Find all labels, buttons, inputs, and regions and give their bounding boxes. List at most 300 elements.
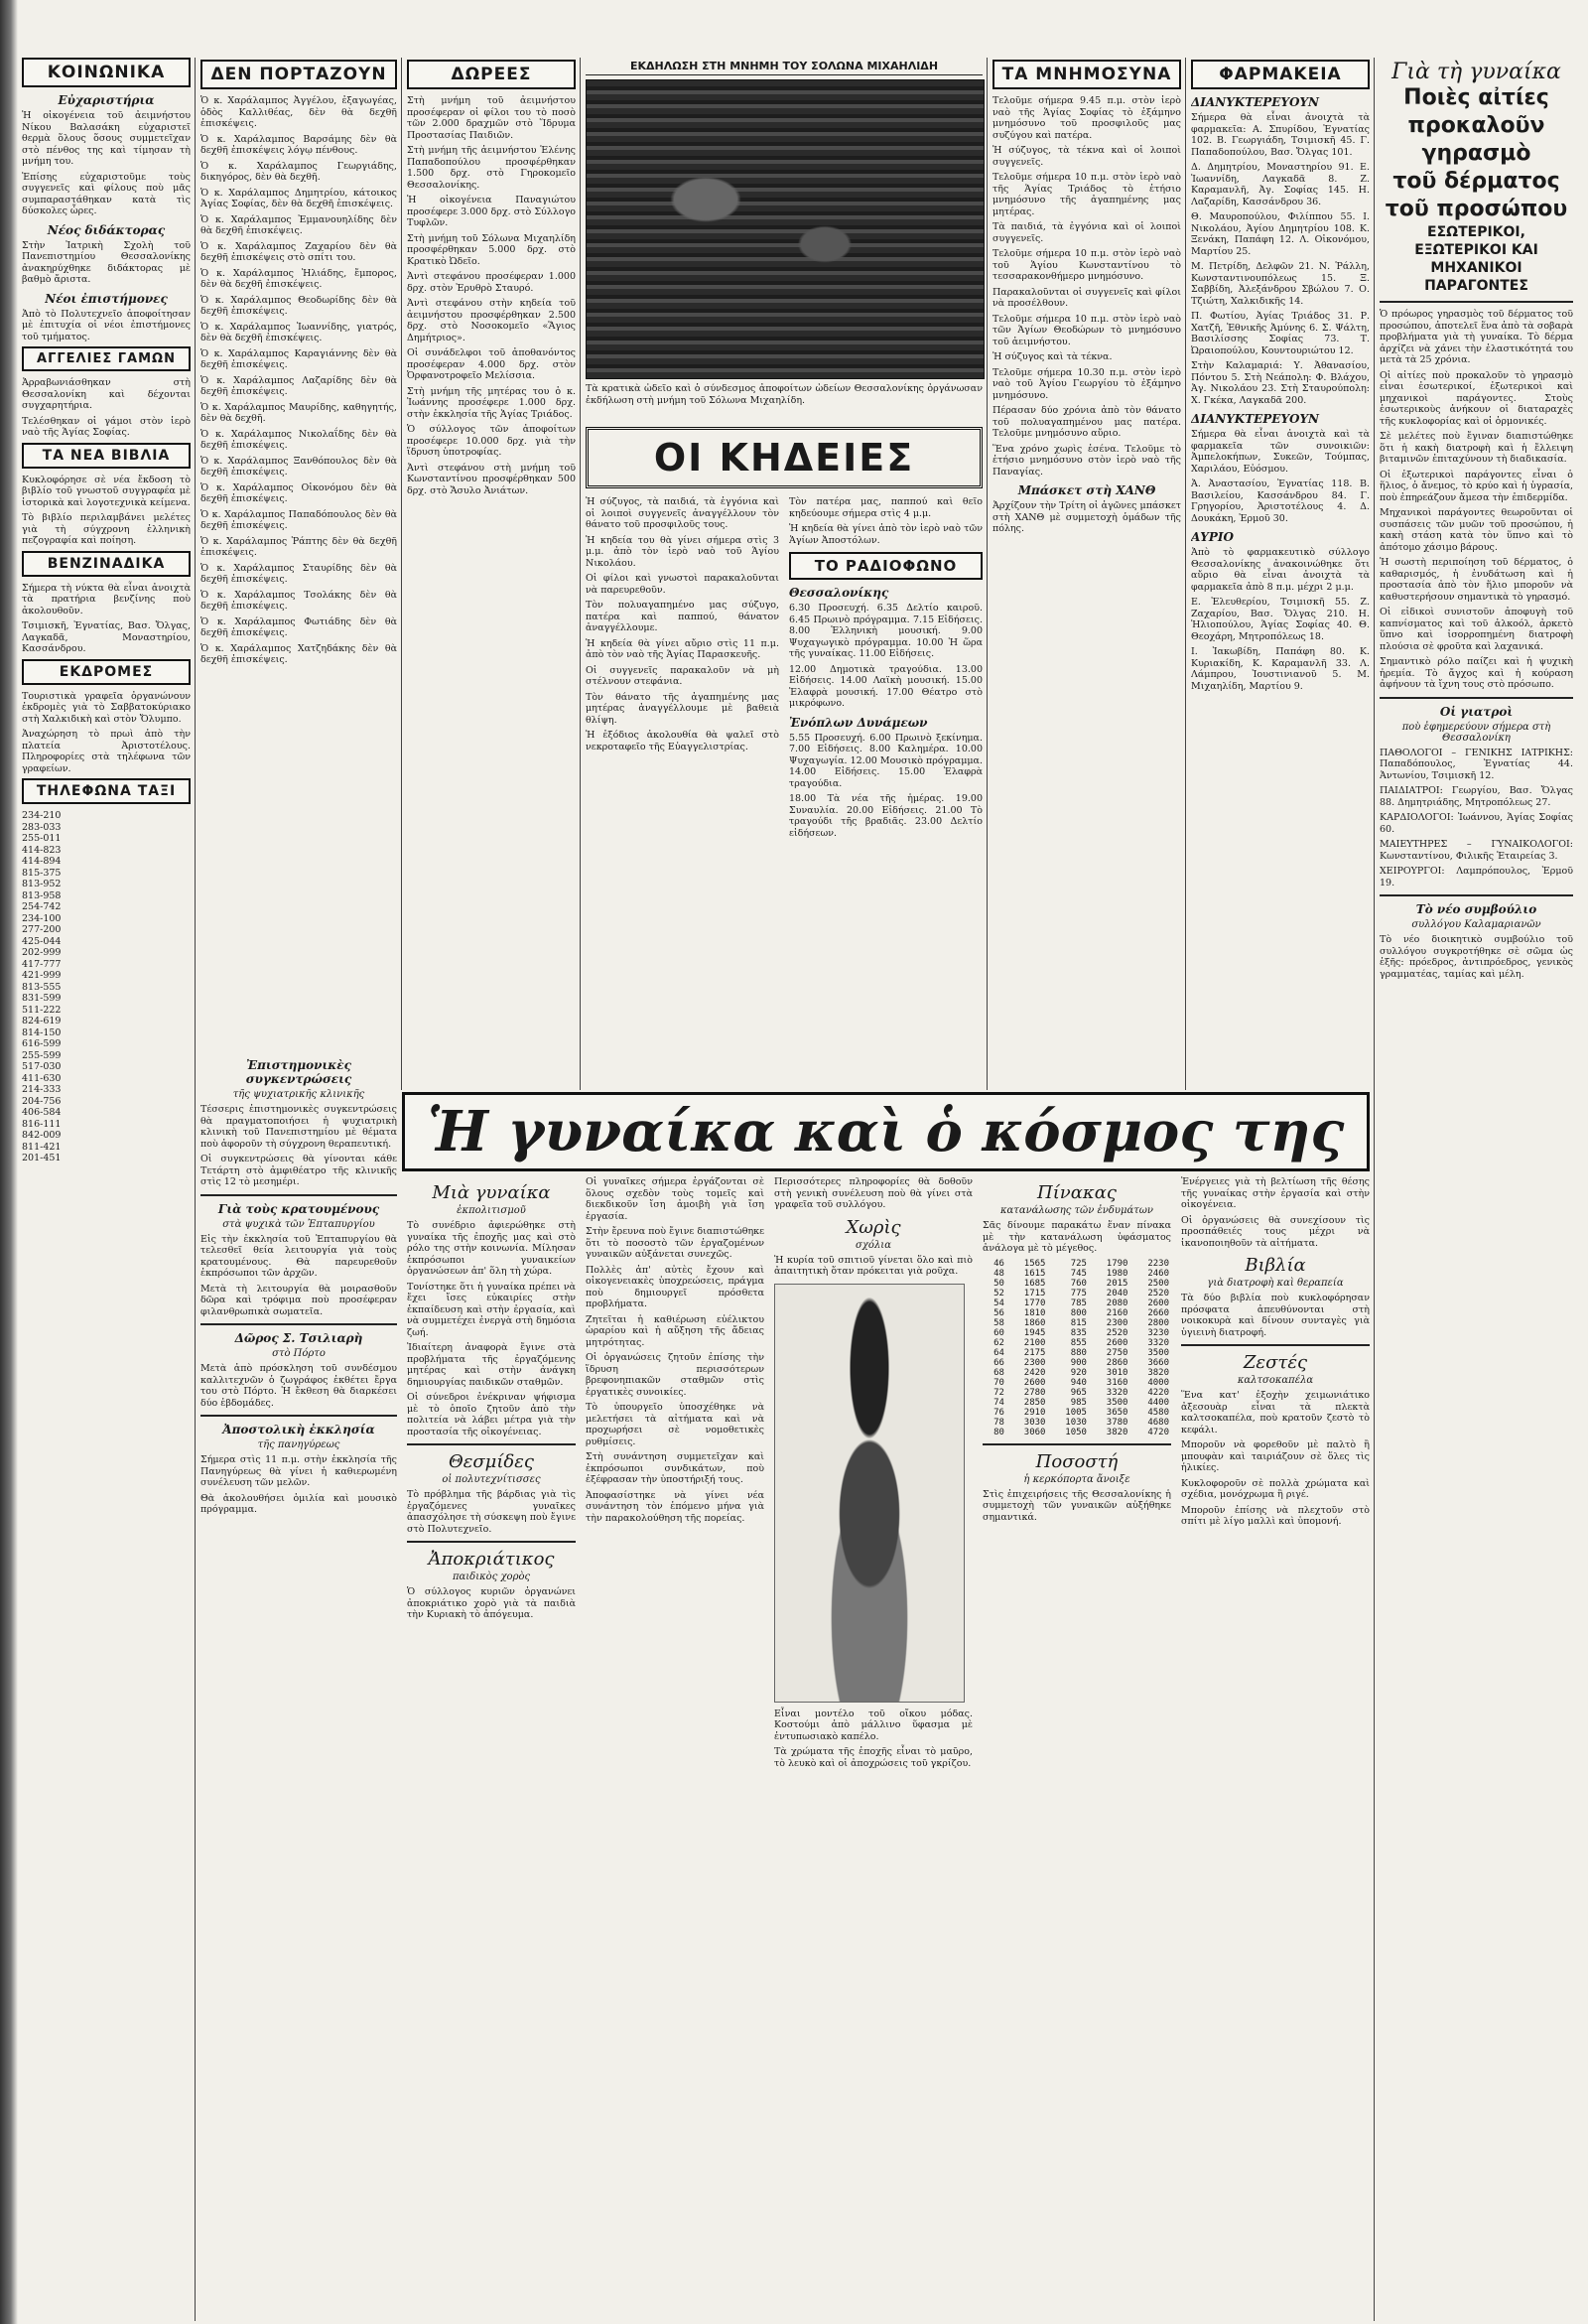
table-cell: 2080 bbox=[1106, 1298, 1128, 1308]
body-text: Οἱ ὀργανώσεις ζητοῦν ἐπίσης τὴν ἵδρυση περισσότερων βρεφονηπιακῶν σταθμῶν στὶς ἐργατικὲς συνοικίες. bbox=[586, 1352, 764, 1398]
table-cell: 1005 bbox=[1065, 1407, 1087, 1418]
body-text: Ὁ κ. Χαράλαμπος Χατζηδάκης δὲν θὰ δεχθῆ ἐπισκέψεις. bbox=[200, 642, 397, 665]
symboulio-heading: Τὸ νέο συμβούλιο bbox=[1415, 902, 1537, 916]
table-cell: 2175 bbox=[1023, 1347, 1046, 1358]
body-text: Ἡ κηδεία θὰ γίνει ἀπὸ τὸν ἱερὸ ναὸ τῶν Ἁγίων Ἀποστόλων. bbox=[789, 523, 983, 546]
table-cell: 3320 bbox=[1147, 1337, 1169, 1348]
fabric-measure-table bbox=[983, 1259, 1171, 1437]
table-cell: 900 bbox=[1070, 1357, 1087, 1368]
body-text: Ὁ κ. Χαράλαμπος Οἰκονόμου δὲν θὰ δεχθῆ ἐπισκέψεις. bbox=[200, 481, 397, 504]
body-text: Τὸ πρόβλημα τῆς βάρδιας γιὰ τὶς ἐργαζόμενες γυναῖκες ἀπασχόλησε τὴ σύσκεψη ποὺ ἔγινε στὸ Πολυτεχνεῖο. bbox=[407, 1489, 576, 1535]
taxi-phone-number: 411-630 bbox=[22, 1072, 62, 1084]
body-text: Οἱ φίλοι καὶ γνωστοὶ παρακαλοῦνται νὰ παρευρεθοῦν. bbox=[586, 573, 779, 596]
photo-caption: Τὰ κρατικὰ ὠδεῖο καὶ ὁ σύνδεσμος ἀποφοίτων ὠδείων Θεσσαλονίκης ὀργάνωσαν ἐκδήλωση στὴ μνήμη τοῦ Σόλωνα Μιχαηλίδη. bbox=[586, 383, 983, 406]
table-cell: 4680 bbox=[1147, 1417, 1169, 1428]
column-women-1 bbox=[407, 1176, 576, 2313]
body-text: Οἱ συνάδελφοι τοῦ ἀποθανόντος προσέφεραν 4.000 δρχ. στὸν Ὀρφανοτροφεῖο Μελίσσια. bbox=[407, 347, 576, 381]
body-text: Τὸ νέο διοικητικὸ συμβούλιο τοῦ συλλόγου συγκροτήθηκε σὲ σῶμα ὡς ἑξῆς: πρόεδρος, ἀντιπρόεδρος, γενικὸς γραμματέας, ταμίας καὶ μέλη. bbox=[1380, 934, 1573, 980]
table-row bbox=[983, 1428, 1171, 1437]
body-text: Πολλὲς ἀπ' αὐτὲς ἔχουν καὶ οἰκογενειακὲς ὑποχρεώσεις, πράγμα ποὺ δημιουργεῖ πρόσθετα προβλήματα. bbox=[586, 1264, 764, 1309]
body-text: Ἡ κηδεία του θὰ γίνει σήμερα στὶς 3 μ.μ. ἀπὸ τὸν ἱερὸ ναὸ τοῦ Ἁγίου Νικολάου. bbox=[586, 534, 779, 569]
taxi-phone-row bbox=[22, 982, 191, 994]
body-text: Μετὰ ἀπὸ πρόσκληση τοῦ συνδέσμου καλλιτεχνῶν ὁ ζωγράφος ἐκθέτει ἔργα του στὸ Πόρτο. Ἡ ἔκθεση θὰ διαρκέσει δύο ἑβδομάδες. bbox=[200, 1363, 397, 1409]
table-cell: 3660 bbox=[1147, 1357, 1169, 1368]
table-cell: 2600 bbox=[1023, 1377, 1046, 1388]
body-text: Ὁ κ. Χαράλαμπος Ἐμμανουηλίδης δὲν θὰ δεχθῆ ἐπισκέψεις. bbox=[200, 213, 397, 236]
column-funerals-left bbox=[586, 496, 779, 1072]
taxi-phone-row bbox=[22, 1027, 191, 1039]
taxi-phone-number: 831-599 bbox=[22, 993, 62, 1004]
body-text: Τονίστηκε ὅτι ἡ γυναίκα πρέπει νὰ ἔχει ἴσες εὐκαιρίες στὴν ἐκπαίδευση καὶ στὴν ἐργασία, καὶ νὰ συμμετέχει ἐνεργὰ στὴ δημόσια ζωή. bbox=[407, 1281, 576, 1338]
table-cell: 880 bbox=[1070, 1347, 1087, 1358]
body-text: Μετὰ τὴ λειτουργία θὰ μοιρασθοῦν δῶρα καὶ τρόφιμα ποὺ προσέφεραν φιλανθρωπικὰ σωματεῖα. bbox=[200, 1283, 397, 1317]
body-text: Τελέσθηκαν οἱ γάμοι στὸν ἱερὸ ναὸ τῆς Ἁγίας Σοφίας. bbox=[22, 415, 191, 438]
table-cell: 60 bbox=[993, 1327, 1004, 1338]
column-women-4 bbox=[983, 1176, 1171, 2313]
table-cell: 68 bbox=[993, 1367, 1004, 1378]
taxi-phone-row bbox=[22, 1142, 191, 1154]
body-text: Ἡ σύζυγος, τὰ παιδιά, τὰ ἐγγόνια καὶ οἱ λοιποὶ συγγενεῖς ἀναγγέλλουν τὸν θάνατο τοῦ προσφιλοῦς τους. bbox=[586, 496, 779, 530]
table-cell: 855 bbox=[1070, 1337, 1087, 1348]
taxi-phone-row bbox=[22, 901, 191, 913]
body-text: ΠΑΘΟΛΟΓΟΙ – ΓΕΝΙΚΗΣ ΙΑΤΡΙΚΗΣ: Παπαδόπουλος, Ἐγνατίας 44. Ἀντωνίου, Τσιμισκῆ 12. bbox=[1380, 747, 1573, 781]
taxi-phone-row bbox=[22, 959, 191, 971]
taxi-phone-number: 511-222 bbox=[22, 1004, 62, 1016]
table-cell: 760 bbox=[1070, 1278, 1087, 1289]
taxi-phone-number: 201-451 bbox=[22, 1153, 62, 1163]
taxi-phone-number: 824-619 bbox=[22, 1016, 62, 1026]
body-text: Τὸ βιβλίο περιλαμβάνει μελέτες γιὰ τὴ σύγχρονη ἑλληνικὴ πεζογραφία καὶ ποίηση. bbox=[22, 512, 191, 546]
header-tilefona-taxi: ΤΗΛΕΦΩΝΑ ΤΑΞΙ bbox=[22, 778, 191, 804]
taxi-phone-row bbox=[22, 845, 191, 857]
taxi-phone-row bbox=[22, 822, 191, 834]
taxi-phone-row bbox=[22, 1016, 191, 1027]
vivlia-subtitle: γιὰ διατροφὴ καὶ θεραπεία bbox=[1207, 1278, 1344, 1289]
taxi-phone-list bbox=[22, 810, 191, 1164]
taxi-phone-row bbox=[22, 879, 191, 890]
table-cell: 74 bbox=[993, 1397, 1004, 1408]
body-text: Ε. Ἐλευθερίου, Τσιμισκῆ 55. Ζ. Ζαχαρίου, Βασ. Ὄλγας 210. Η. Ἡλιοπούλου, Ἁγίας Σοφίας 40. Θ. Θεοχάρη, Μητροπόλεως 18. bbox=[1191, 597, 1370, 642]
women-headline-4: τοῦ προσώπου bbox=[1385, 197, 1568, 221]
table-cell: 52 bbox=[993, 1288, 1004, 1299]
table-cell: 2800 bbox=[1147, 1317, 1169, 1328]
body-text: Ὁ κ. Χαράλαμπος Ἠλιάδης, ἔμπορος, δὲν θὰ δεχθῆ ἐπισκέψεις. bbox=[200, 267, 397, 290]
taxi-phone-row bbox=[22, 833, 191, 845]
table-cell: 3780 bbox=[1106, 1417, 1128, 1428]
divider bbox=[200, 1323, 397, 1325]
table-cell: 2160 bbox=[1106, 1307, 1128, 1318]
body-text: Μποροῦν ἐπίσης νὰ πλεχτοῦν στὸ σπίτι μὲ λίγο μαλλὶ καὶ ὑπομονή. bbox=[1181, 1504, 1370, 1527]
table-row bbox=[983, 1398, 1171, 1408]
body-text: Σήμερα στὶς 11 π.μ. στὴν ἐκκλησία τῆς Πανηγύρεως θὰ γίνει ἡ καθιερωμένη συνέλευση τῶν μελῶν. bbox=[200, 1454, 397, 1488]
body-text: Τὰ δύο βιβλία ποὺ κυκλοφόρησαν πρόσφατα ἀπευθύνονται στὴ νοικοκυρὰ καὶ δίνουν συνταγὲς γιὰ ὑγιεινὴ διατροφή. bbox=[1181, 1293, 1370, 1338]
header-radiofono: ΤΟ ΡΑΔΙΟΦΩΝΟ bbox=[789, 552, 983, 580]
taxi-phone-number: 517-030 bbox=[22, 1061, 62, 1072]
taxi-phone-row bbox=[22, 810, 191, 822]
taxi-phone-number: 255-599 bbox=[22, 1049, 62, 1061]
table-cell: 2910 bbox=[1023, 1407, 1046, 1418]
table-cell: 2600 bbox=[1106, 1337, 1128, 1348]
table-cell: 2520 bbox=[1106, 1327, 1128, 1338]
table-cell: 1860 bbox=[1023, 1317, 1046, 1328]
table-cell: 3320 bbox=[1106, 1387, 1128, 1398]
zestes-title: Ζεστές bbox=[1243, 1352, 1308, 1373]
taxi-phone-row bbox=[22, 1061, 191, 1073]
table-cell: 3820 bbox=[1147, 1367, 1169, 1378]
taxi-phone-row bbox=[22, 1119, 191, 1131]
body-text: Ἕνα χρόνο χωρὶς ἐσένα. Τελοῦμε τὸ ἐτήσιο μνημόσυνο στὸν ἱερὸ ναὸ τῆς Παναγίας. bbox=[992, 443, 1181, 478]
table-cell: 3650 bbox=[1106, 1407, 1128, 1418]
table-row bbox=[983, 1259, 1171, 1269]
header-nea-vivlia: ΤΑ ΝΕΑ ΒΙΒΛΙΑ bbox=[22, 443, 191, 469]
body-text: Ὁ κ. Χαράλαμπος Γεωργιάδης, δικηγόρος, δὲν θὰ δεχθῆ. bbox=[200, 160, 397, 183]
body-text: Ἡ σωστὴ περιποίηση τοῦ δέρματος, ὁ καθαρισμός, ἡ ἐνυδάτωση καὶ ἡ προστασία ἀπὸ τὸν ἥλιο μποροῦν νὰ καθυστερήσουν σημαντικὰ τὸ γηρασμό. bbox=[1380, 557, 1573, 603]
table-row bbox=[983, 1318, 1171, 1328]
table-cell: 3160 bbox=[1106, 1377, 1128, 1388]
table-cell: 54 bbox=[993, 1298, 1004, 1308]
doros-heading: Δῶρος Σ. Τσιλιαρὴ bbox=[234, 1331, 363, 1345]
synodos-subheading: τῆς ψυχιατρικῆς κλινικῆς bbox=[232, 1089, 365, 1100]
taxi-phone-number: 842-009 bbox=[22, 1130, 62, 1141]
body-text: Περισσότερες πληροφορίες θὰ δοθοῦν στὴ γενικὴ συνέλευση ποὺ θὰ γίνει στὰ γραφεῖα τοῦ συλλόγου. bbox=[774, 1176, 973, 1210]
table-cell: 1030 bbox=[1065, 1417, 1087, 1428]
body-text: 18.00 Τὰ νέα τῆς ἡμέρας. 19.00 Συναυλία. 20.00 Εἰδήσεις. 21.00 Τὸ τραγούδι τῆς βραδιᾶς. 23.00 Δελτίο εἰδήσεων. bbox=[789, 793, 983, 839]
taxi-phone-number: 277-200 bbox=[22, 924, 62, 935]
column-mnimosyna bbox=[992, 60, 1181, 1092]
body-text: Κυκλοφοροῦν σὲ πολλὰ χρώματα καὶ σχέδια, μονόχρωμα ἢ ριγέ. bbox=[1181, 1477, 1370, 1500]
table-cell: 785 bbox=[1070, 1298, 1087, 1308]
taxi-phone-number: 214-333 bbox=[22, 1084, 62, 1095]
column-dorees bbox=[407, 60, 576, 1092]
table-row bbox=[983, 1269, 1171, 1279]
table-row bbox=[983, 1408, 1171, 1418]
table-row bbox=[983, 1368, 1171, 1378]
body-text: Ὁ κ. Χαράλαμπος Ξανθόπουλος δὲν θὰ δεχθῆ ἐπισκέψεις. bbox=[200, 455, 397, 478]
vivlia-title: Βιβλία bbox=[1245, 1255, 1306, 1276]
table-cell: 940 bbox=[1070, 1377, 1087, 1388]
table-row bbox=[983, 1388, 1171, 1398]
header-dorees: ΔΩΡΕΕΣ bbox=[407, 60, 576, 89]
table-cell: 72 bbox=[993, 1387, 1004, 1398]
body-text: Οἱ ὀργανώσεις θὰ συνεχίσουν τὶς προσπάθειές τους μέχρι νὰ ἱκανοποιηθοῦν τὰ αἰτήματα. bbox=[1181, 1214, 1370, 1249]
taxi-phone-number: 283-033 bbox=[22, 821, 62, 833]
photo-block bbox=[586, 60, 983, 406]
fashion-model-photo bbox=[774, 1284, 965, 1703]
table-cell: 2300 bbox=[1106, 1317, 1128, 1328]
body-text: Ὁ κ. Χαράλαμπος Θεοδωρίδης δὲν θὰ δεχθῆ ἐπισκέψεις. bbox=[200, 294, 397, 317]
column-lower-a bbox=[200, 1052, 397, 2313]
table-cell: 56 bbox=[993, 1307, 1004, 1318]
table-cell: 1790 bbox=[1106, 1258, 1128, 1269]
body-text: Ἀντὶ στεφάνου προσέφεραν 1.000 δρχ. στὸν Ἐρυθρὸ Σταυρό. bbox=[407, 271, 576, 294]
body-text: Ὁ κ. Χαράλαμπος Δημητρίου, κάτοικος Ἀγίας Σοφίας, δὲν θὰ δεχθῆ ἐπισκέψεις. bbox=[200, 187, 397, 209]
body-text: Οἱ ἐξωτερικοὶ παράγοντες εἶναι ὁ ἥλιος, ὁ ἄνεμος, τὸ κρύο καὶ ἡ ὑγρασία, ποὺ ἐπηρεάζουν ἄμεσα τὴν ἐπιδερμίδα. bbox=[1380, 469, 1573, 503]
mia-gynaika-title: Μιὰ γυναίκα bbox=[432, 1182, 551, 1203]
taxi-phone-row bbox=[22, 993, 191, 1005]
women-headline-3: τοῦ δέρματος bbox=[1392, 169, 1560, 194]
body-text: Εἶναι μοντέλο τοῦ οἴκου μόδας. Κοστούμι ἀπὸ μάλλινο ὕφασμα μὲ ἐντυπωσιακὸ καπέλο. bbox=[774, 1708, 973, 1742]
table-cell: 4400 bbox=[1147, 1397, 1169, 1408]
table-cell: 50 bbox=[993, 1278, 1004, 1289]
body-text: 12.00 Δημοτικὰ τραγούδια. 13.00 Εἰδήσεις. 14.00 Λαϊκὴ μουσική. 15.00 Ἐλαφρὰ μουσική. 17.00 Θέατρο στὸ μικρόφωνο. bbox=[789, 663, 983, 709]
body-text: Στὴ μνήμη τῆς ἀειμνήστου Ἑλένης Παπαδοπούλου προσφέρθηκαν 1.500 δρχ. στὸ Γηροκομεῖο Θεσσαλονίκης. bbox=[407, 145, 576, 191]
body-text: Τὸ συνέδριο ἀφιερώθηκε στὴ γυναίκα τῆς ἐποχῆς μας καὶ στὸ ρόλο της στὴν κοινωνία. Μίλησαν ἐκπρόσωποι γυναικείων ὀργανώσεων ἀπ' ὅλη τὴ χώρα. bbox=[407, 1220, 576, 1277]
table-cell: 2230 bbox=[1147, 1258, 1169, 1269]
body-text: Σήμερα τὴ νύκτα θὰ εἶναι ἀνοιχτὰ τὰ πρατήρια βενζίνης ποὺ ἀκολουθοῦν. bbox=[22, 582, 191, 616]
taxi-phone-row bbox=[22, 1005, 191, 1017]
taxi-phone-row bbox=[22, 856, 191, 868]
table-cell: 64 bbox=[993, 1347, 1004, 1358]
body-text: Ζητεῖται ἡ καθιέρωση εὐέλικτου ὡραρίου καὶ ἡ αὔξηση τῆς ἄδειας μητρότητας. bbox=[586, 1313, 764, 1348]
table-cell: 800 bbox=[1070, 1307, 1087, 1318]
body-text: Δ. Δημητρίου, Μοναστηρίου 91. Ε. Ἰωαννίδη, Λαγκαδᾶ 8. Ζ. Καραμανλῆ, Ἀγ. Σοφίας 145. Η. Λαζαρίδη, Κασσάνδρου 36. bbox=[1191, 162, 1370, 207]
table-cell: 80 bbox=[993, 1427, 1004, 1437]
taxi-phone-number: 813-555 bbox=[22, 981, 62, 993]
body-text: Ἀποφασίστηκε νὰ γίνει νέα συνάντηση τὸν ἑπόμενο μήνα γιὰ τὴν παρακολούθηση τῆς πορείας. bbox=[586, 1489, 764, 1524]
body-text: Οἱ συγκεντρώσεις θὰ γίνονται κάθε Τετάρτη στὸ ἀμφιθέατρο τῆς κλινικῆς στὶς 12 τὸ μεσημέρι. bbox=[200, 1154, 397, 1187]
body-text: Στὴ μνήμη τῆς μητέρας του ὁ κ. Ἰωάννης προσέφερε 1.000 δρχ. στὴν ἐκκλησία τῆς Ἁγίας Τριάδος. bbox=[407, 385, 576, 420]
taxi-phone-number: 234-210 bbox=[22, 810, 62, 821]
table-row bbox=[983, 1328, 1171, 1338]
body-text: Ἡ οἰκογένεια Παναγιώτου προσέφερε 3.000 δρχ. στὸ Σύλλογο Τυφλῶν. bbox=[407, 195, 576, 228]
women-title-block bbox=[1380, 60, 1573, 295]
taxi-phone-row bbox=[22, 970, 191, 982]
posothta-title: Ποσοστή bbox=[1035, 1450, 1119, 1472]
taxi-phone-row bbox=[22, 936, 191, 948]
body-text: Ἀναχώρηση τὸ πρωὶ ἀπὸ τὴν πλατεία Ἀριστοτέλους. Πληροφορίες στὰ τηλέφωνα τῶν γραφείων. bbox=[22, 729, 191, 774]
table-row bbox=[983, 1358, 1171, 1368]
taxi-phone-row bbox=[22, 947, 191, 959]
body-text: ΜΑΙΕΥΤΗΡΕΣ – ΓΥΝΑΙΚΟΛΟΓΟΙ: Κωνσταντίνου, Φιλικῆς Ἑταιρείας 3. bbox=[1380, 839, 1573, 862]
body-text: Ὁ κ. Χαράλαμπος Ἀγγέλου, ἐξαγωγέας, ὁδὸς Καλλιθέας, δὲν θὰ δεχθῆ ἐπισκέψεις. bbox=[200, 95, 397, 129]
table-cell: 2015 bbox=[1106, 1278, 1128, 1289]
body-text: Σὲ μελέτες ποὺ ἔγιναν διαπιστώθηκε ὅτι ἡ κακὴ διατροφὴ καὶ ἡ ἔλλειψη βιταμινῶν ἐπιταχύνουν τὴ διαδικασία. bbox=[1380, 431, 1573, 465]
body-text: Ὁ κ. Χαράλαμπος Σταυρίδης δὲν θὰ δεχθῆ ἐπισκέψεις. bbox=[200, 562, 397, 585]
table-row bbox=[983, 1299, 1171, 1308]
body-text: Π. Φωτίου, Ἀγίας Τριάδος 31. Ρ. Χατζῆ, Ἐθνικῆς Ἀμύνης 6. Σ. Ψάλτη, Βασιλίσσης Σοφίας 73. Τ. Ὠραιοπούλου, Κουντουριώτου 12. bbox=[1191, 311, 1370, 356]
body-text: Ὁ πρόωρος γηρασμὸς τοῦ δέρματος τοῦ προσώπου, ἀποτελεῖ ἕνα ἀπὸ τὰ σοβαρὰ προβλήματα γιὰ τὴ γυναίκα. Τὸ δέρμα ἀρχίζει νὰ χάνει τὴν ἐλαστικότητά του μετὰ τὰ 25 χρόνια. bbox=[1380, 309, 1573, 365]
section-banner: Ἡ γυναίκα καὶ ὁ κόσμος της bbox=[402, 1092, 1370, 1171]
taxi-phone-number: 202-999 bbox=[22, 947, 62, 958]
divider bbox=[407, 1443, 576, 1445]
body-text: Εἰς τὴν ἐκκλησία τοῦ Ἐπταπυργίου θὰ τελεσθεῖ θεία λειτουργία γιὰ τοὺς κρατουμένους. Θὰ παρευρεθοῦν ἐκπρόσωποι τῶν ἀρχῶν. bbox=[200, 1233, 397, 1279]
table-cell: 1715 bbox=[1023, 1288, 1046, 1299]
apokriatikos-subtitle: παιδικὸς χορὸς bbox=[452, 1572, 531, 1582]
header-mnimosyna: ΤΑ ΜΝΗΜΟΣΥΝΑ bbox=[992, 60, 1181, 89]
women-subheadline: ΕΣΩΤΕΡΙΚΟΙ, ΕΞΩΤΕΡΙΚΟΙ ΚΑΙ ΜΗΧΑΝΙΚΟΙ ΠΑΡΑΓΟΝΤΕΣ bbox=[1414, 224, 1538, 294]
body-text: Ὁ κ. Χαράλαμπος Λαζαρίδης δὲν θὰ δεχθῆ ἐπισκέψεις. bbox=[200, 374, 397, 397]
table-cell: 4220 bbox=[1147, 1387, 1169, 1398]
table-cell: 3030 bbox=[1023, 1417, 1046, 1428]
column-koinonika bbox=[22, 58, 191, 2321]
header-den-portazoun: ΔΕΝ ΠΟΡΤΑΖΟΥΝ bbox=[200, 60, 397, 89]
body-text: Ὁ κ. Χαράλαμπος Τσολάκης δὲν θὰ δεχθῆ ἐπισκέψεις. bbox=[200, 589, 397, 612]
table-row bbox=[983, 1418, 1171, 1428]
body-text: Ἀρχίζουν τὴν Τρίτη οἱ ἀγῶνες μπάσκετ στὴ ΧΑΝΘ μὲ συμμετοχὴ ὁμάδων τῆς πόλης. bbox=[992, 500, 1181, 534]
taxi-phone-row bbox=[22, 1096, 191, 1108]
subheader-epistimones: Νέοι ἐπιστήμονες bbox=[45, 291, 168, 306]
page-edge-shadow bbox=[0, 0, 18, 2324]
body-text: Τελοῦμε σήμερα 10 π.μ. στὸν ἱερὸ ναὸ τῶν Ἁγίων Θεοδώρων τὸ μνημόσυνο τοῦ ἀειμνήστου. bbox=[992, 313, 1181, 347]
krat-subheading: στὰ ψυχικὰ τῶν Ἐπταπυργίου bbox=[222, 1218, 375, 1230]
taxi-phone-number: 815-375 bbox=[22, 867, 62, 879]
iatroi-heading: Οἱ γιατροὶ bbox=[1439, 704, 1514, 719]
divider bbox=[200, 1194, 397, 1196]
table-cell: 2520 bbox=[1147, 1288, 1169, 1299]
table-cell: 2750 bbox=[1106, 1347, 1128, 1358]
body-text: Παρακαλοῦνται οἱ συγγενεῖς καὶ φίλοι νὰ προσέλθουν. bbox=[992, 286, 1181, 309]
body-text: Ἀρραβωνιάσθηκαν στὴ Θεσσαλονίκη καὶ δέχονται συγχαρητήρια. bbox=[22, 377, 191, 411]
column-den-portazoun bbox=[200, 60, 397, 1092]
body-text: Στὴν Καλαμαριά: Υ. Ἀθανασίου, Πόντου 5. Στὴ Νεάπολη: Φ. Βλάχου, Ἀγ. Νικολάου 23. Στὴ Σταυρούπολη: Χ. Γκέκα, Λαγκαδᾶ 200. bbox=[1191, 360, 1370, 406]
body-text: Τελοῦμε σήμερα 10 π.μ. στὸν ἱερὸ ναὸ τῆς Ἁγίας Τριάδος τὸ ἐτήσιο μνημόσυνο τῆς ἀγαπημένης μας μητέρας. bbox=[992, 172, 1181, 217]
column-women-3 bbox=[774, 1176, 973, 2313]
taxi-phone-number: 421-999 bbox=[22, 970, 62, 981]
table-cell: 965 bbox=[1070, 1387, 1087, 1398]
body-text: Τὰ χρώματα τῆς ἐποχῆς εἶναι τὸ μαῦρο, τὸ λευκὸ καὶ οἱ ἀποχρώσεις τοῦ γκρίζου. bbox=[774, 1746, 973, 1769]
table-cell: 70 bbox=[993, 1377, 1004, 1388]
body-text: Ὁ κ. Χαράλαμπος Παπαδόπουλος δὲν θὰ δεχθῆ ἐπισκέψεις. bbox=[200, 508, 397, 531]
body-text: Ἀπὸ τὸ φαρμακευτικὸ σύλλογο Θεσσαλονίκης ἀνακοινώθηκε ὅτι αὔριο θὰ εἶναι ἀνοιχτὰ τὰ φαρμακεῖα ἀπὸ 8 π.μ. μέχρι 2 μ.μ. bbox=[1191, 547, 1370, 593]
header-koinonika: ΚΟΙΝΩΝΙΚΑ bbox=[22, 58, 191, 87]
taxi-phone-row bbox=[22, 868, 191, 880]
taxi-phone-row bbox=[22, 924, 191, 936]
column-divider bbox=[987, 58, 988, 1090]
body-text: Ἡ οἰκογένεια τοῦ ἀειμνήστου Νίκου Βαλασάκη εὐχαριστεῖ θερμὰ ὅλους ὅσους συμμετεῖχαν στὸ πένθος της καὶ τίμησαν τὴ μνήμη του. bbox=[22, 110, 191, 167]
taxi-phone-number: 234-100 bbox=[22, 912, 62, 924]
taxi-phone-number: 255-011 bbox=[22, 833, 62, 844]
body-text: Σημαντικὸ ρόλο παίζει καὶ ἡ ψυχικὴ ἠρεμία. Τὸ ἄγχος καὶ ἡ κούραση ἀφήνουν τὰ ἴχνη τους στὸ πρόσωπο. bbox=[1380, 656, 1573, 690]
table-cell: 46 bbox=[993, 1258, 1004, 1269]
body-text: Ὁ σύλλογος κυριῶν ὀργανώνει ἀποκριάτικο χορὸ γιὰ τὰ παιδιὰ τὴν Κυριακὴ τὸ ἀπόγευμα. bbox=[407, 1586, 576, 1620]
table-cell: 1945 bbox=[1023, 1327, 1046, 1338]
body-text: Τελοῦμε σήμερα 9.45 π.μ. στὸν ἱερὸ ναὸ τῆς Ἁγίας Σοφίας τὸ ἑξάμηνο μνημόσυνο τοῦ προσφιλοῦς μας συζύγου καὶ πατέρα. bbox=[992, 95, 1181, 141]
table-cell: 835 bbox=[1070, 1327, 1087, 1338]
body-text: ΚΑΡΔΙΟΛΟΓΟΙ: Ἰωάννου, Ἁγίας Σοφίας 60. bbox=[1380, 812, 1573, 835]
taxi-phone-number: 204-756 bbox=[22, 1095, 62, 1107]
women-headline-1: Ποιὲς αἰτίες bbox=[1403, 85, 1549, 110]
symboulio-subheading: συλλόγου Καλαμαριανῶν bbox=[1411, 919, 1541, 930]
body-text: Τέσσερις ἐπιστημονικὲς συγκεντρώσεις θὰ πραγματοποιήσει ἡ ψυχιατρικὴ κλινικὴ τοῦ Πανεπιστημίου μὲ θέματα ποὺ ἀφοροῦν τὴ σύγχρονη θεραπευτική. bbox=[200, 1104, 397, 1150]
body-text: Τὸν πολυαγαπημένο μας σύζυγο, πατέρα καὶ παππού, θάνατον ἀναγγέλλουμε. bbox=[586, 600, 779, 633]
subheader-dianyktereuoun: ΔΙΑΝΥΚΤΕΡΕΥΟΥΝ bbox=[1191, 95, 1319, 109]
body-text: Οἱ σύνεδροι ἐνέκριναν ψήφισμα μὲ τὸ ὁποῖο ζητοῦν ἀπὸ τὴν πολιτεία νὰ λάβει μέτρα γιὰ τὴν προστασία τῆς οἰκογένειας. bbox=[407, 1392, 576, 1437]
column-farmakeia bbox=[1191, 60, 1370, 1092]
body-text: Τσιμισκῆ, Ἐγνατίας, Βασ. Ὄλγας, Λαγκαδᾶ, Μοναστηρίου, Κασσάνδρου. bbox=[22, 620, 191, 654]
divider bbox=[407, 1541, 576, 1543]
mia-gynaika-subtitle: ἐκπολιτισμοῦ bbox=[457, 1205, 526, 1216]
taxi-phone-number: 254-742 bbox=[22, 901, 62, 912]
table-cell: 2300 bbox=[1023, 1357, 1046, 1368]
table-cell: 3820 bbox=[1106, 1427, 1128, 1437]
body-text: Στὴ μνήμη τοῦ Σόλωνα Μιχαηλίδη προσφέρθηκαν 5.000 δρχ. στὸ Κρατικὸ Ὠδεῖο. bbox=[407, 232, 576, 267]
taxi-phone-number: 425-044 bbox=[22, 935, 62, 947]
body-text: Ὁ κ. Χαράλαμπος Καραγιάννης δὲν θὰ δεχθῆ ἐπισκέψεις. bbox=[200, 347, 397, 370]
kideies-block bbox=[586, 427, 983, 488]
table-cell: 2850 bbox=[1023, 1397, 1046, 1408]
concert-audience-photo bbox=[586, 79, 985, 379]
pinakas-title: Πίνακας bbox=[1037, 1182, 1117, 1203]
column-divider bbox=[580, 58, 581, 1090]
table-cell: 1810 bbox=[1023, 1307, 1046, 1318]
body-text: Στὴ συνάντηση συμμετεῖχαν καὶ ἐκπρόσωποι συνδικάτων, ποὺ ἐξέφρασαν τὴν ὑποστήριξή τους. bbox=[586, 1451, 764, 1485]
body-text: Τουριστικὰ γραφεῖα ὀργανώνουν ἐκδρομὲς γιὰ τὸ Σαββατοκύριακο στὴ Χαλκιδικὴ καὶ στὸν Ὄλυμπο. bbox=[22, 690, 191, 725]
posothta-subtitle: ἡ κερκόπορτα ἄνοιξε bbox=[1023, 1473, 1130, 1485]
column-divider bbox=[1185, 58, 1186, 1090]
table-cell: 1565 bbox=[1023, 1258, 1046, 1269]
column-divider bbox=[195, 58, 196, 2321]
table-cell: 4720 bbox=[1147, 1427, 1169, 1437]
horis-subtitle: σχόλια bbox=[856, 1239, 891, 1251]
column-gia-ti-gynaika bbox=[1380, 60, 1573, 2323]
photo-heading: ΕΚΔΗΛΩΣΗ ΣΤΗ ΜΝΗΜΗ ΤΟΥ ΣΟΛΩΝΑ ΜΙΧΑΗΛΙΔΗ bbox=[586, 60, 983, 75]
pinakas-subtitle: κατανάλωσης τῶν ἐνδυμάτων bbox=[999, 1205, 1154, 1216]
body-text: Στὴν Ἰατρικὴ Σχολὴ τοῦ Πανεπιστημίου Θεσσαλονίκης ἀνακηρύχθηκε διδάκτορας μὲ βαθμὸ ἄριστα. bbox=[22, 239, 191, 285]
body-text: Ὁ κ. Χαράλαμπος Ἰωαννίδης, γιατρός, δὲν θὰ δεχθῆ ἐπισκέψεις. bbox=[200, 321, 397, 343]
header-kideies: ΟΙ ΚΗΔΕΙΕΣ bbox=[586, 427, 983, 488]
taxi-phone-number: 406-584 bbox=[22, 1107, 62, 1118]
table-cell: 3060 bbox=[1023, 1427, 1046, 1437]
table-cell: 62 bbox=[993, 1337, 1004, 1348]
body-text: Ἡ σύζυγος καὶ τὰ τέκνα. bbox=[992, 351, 1113, 362]
body-text: Τὸ ὑπουργεῖο ὑποσχέθηκε νὰ μελετήσει τὰ αἰτήματα καὶ νὰ προχωρήσει σὲ νομοθετικὲς ρυθμίσεις. bbox=[586, 1402, 764, 1447]
header-venzinadika: ΒΕΝΖΙΝΑΔΙΚΑ bbox=[22, 551, 191, 577]
taxi-phone-row bbox=[22, 1107, 191, 1119]
taxi-phone-row bbox=[22, 890, 191, 902]
body-text: Ἕνα κατ' ἐξοχὴν χειμωνιάτικο ἀξεσουὰρ εἶναι τὰ πλεκτὰ καλτσοκαπέλα, ποὺ κρατοῦν ζεστὸ τὸ κεφάλι. bbox=[1181, 1390, 1370, 1435]
body-text: Μηχανικοὶ παράγοντες θεωροῦνται οἱ συσπάσεις τῶν μυῶν τοῦ προσώπου, ἡ κακὴ στάση κατὰ τὸν ὕπνο καὶ τὸ ἀπότομο χάσιμο βάρους. bbox=[1380, 507, 1573, 553]
body-text: Ἡ κηδεία θὰ γίνει αὔριο στὶς 11 π.μ. ἀπὸ τὸν ναὸ τῆς Ἁγίας Παρασκευῆς. bbox=[586, 637, 779, 660]
table-cell: 3010 bbox=[1106, 1367, 1128, 1378]
body-text: Οἱ γυναῖκες σήμερα ἐργάζονται σὲ ὅλους σχεδὸν τοὺς τομεῖς καὶ διεκδικοῦν ἴση ἀμοιβὴ γιὰ ἴση ἐργασία. bbox=[586, 1176, 764, 1222]
radio-enoples: Ἐνόπλων Δυνάμεων bbox=[789, 715, 928, 730]
table-cell: 3500 bbox=[1106, 1397, 1128, 1408]
table-cell: 1050 bbox=[1065, 1427, 1087, 1437]
divider bbox=[1380, 894, 1573, 896]
divider bbox=[1380, 301, 1573, 303]
body-text: Ἀπὸ τὸ Πολυτεχνεῖο ἀποφοίτησαν μὲ ἐπιτυχία οἱ νέοι ἐπιστήμονες τοῦ τμήματος. bbox=[22, 308, 191, 342]
body-text: Ὁ κ. Χαράλαμπος Βαρσάμης δὲν θὰ δεχθῆ ἐπισκέψεις λόγῳ πένθους. bbox=[200, 133, 397, 156]
subheader-dianyktereuoun-2: ΔΙΑΝΥΚΤΕΡΕΥΟΥΝ bbox=[1191, 412, 1319, 426]
taxi-phone-row bbox=[22, 913, 191, 925]
body-text: Μποροῦν νὰ φορεθοῦν μὲ παλτὸ ἢ μπουφὰν καὶ ταιριάζουν σὲ ὅλες τὶς ἡλικίες. bbox=[1181, 1439, 1370, 1473]
body-text: Ὁ κ. Χαράλαμπος Μαυρίδης, καθηγητής, δὲν θὰ δεχθῆ. bbox=[200, 401, 397, 424]
theomies-title: Θεσμίδες bbox=[448, 1451, 535, 1472]
table-row bbox=[983, 1308, 1171, 1318]
table-row bbox=[983, 1289, 1171, 1299]
body-text: 6.30 Προσευχή. 6.35 Δελτίο καιροῦ. 6.45 Πρωινὸ πρόγραμμα. 7.15 Εἰδήσεις. 8.00 Ἑλληνικὴ μουσική. 9.00 Ψυχαγωγικὸ πρόγραμμα. 10.00 Ἡ ὥρα τῆς γυναίκας. 11.00 Εἰδήσεις. bbox=[789, 603, 983, 659]
basket-heading: Μπάσκετ στὴ ΧΑΝΘ bbox=[1017, 483, 1156, 497]
body-text: Ὁ κ. Χαράλαμπος Νικολαΐδης δὲν θὰ δεχθῆ ἐπισκέψεις. bbox=[200, 428, 397, 451]
table-cell: 66 bbox=[993, 1357, 1004, 1368]
body-text: Τὸν πατέρα μας, παππού καὶ θεῖο κηδεύουμε σήμερα στὶς 4 μ.μ. bbox=[789, 496, 983, 519]
taxi-phone-row bbox=[22, 1084, 191, 1096]
body-text: Θ. Μαυροπούλου, Φιλίππου 55. Ι. Νικολάου, Ἀγίου Δημητρίου 108. Κ. Ξενάκη, Παπάφη 12. Λ. Οἰκονόμου, Μαρτίου 25. bbox=[1191, 211, 1370, 257]
body-text: Τελοῦμε σήμερα 10 π.μ. στὸν ἱερὸ ναὸ τοῦ Ἁγίου Κωνσταντίνου τὸ τεσσαρακονθήμερο μνημόσυνο. bbox=[992, 248, 1181, 282]
body-text: Ὁ κ. Χαράλαμπος Ῥάπτης δὲν θὰ δεχθῆ ἐπισκέψεις. bbox=[200, 535, 397, 558]
doros-subheading: στὸ Πόρτο bbox=[272, 1348, 326, 1359]
body-text: Θὰ ἀκολουθήσει ὁμιλία καὶ μουσικὸ πρόγραμμα. bbox=[200, 1492, 397, 1515]
header-farmakeia: ΦΑΡΜΑΚΕΙΑ bbox=[1191, 60, 1370, 89]
body-text: Τὸν θάνατο τῆς ἀγαπημένης μας μητέρας ἀναγγέλλουμε μὲ βαθειὰ θλίψη. bbox=[586, 691, 779, 726]
body-text: Οἱ εἰδικοὶ συνιστοῦν ἀποφυγὴ τοῦ καπνίσματος καὶ τοῦ ἀλκοόλ, ἀρκετὸ ὕπνο καὶ ἰσορροπημένη διατροφὴ πλούσια σὲ φροῦτα καὶ λαχανικά. bbox=[1380, 607, 1573, 652]
table-cell: 775 bbox=[1070, 1288, 1087, 1299]
body-text: Ἰδιαίτερη ἀναφορὰ ἔγινε στὰ προβλήματα τῆς ἐργαζόμενης μητέρας καὶ στὴν ἀνάγκη δημιουργίας παιδικῶν σταθμῶν. bbox=[407, 1342, 576, 1388]
body-text: Ι. Ἰακωβίδη, Παπάφη 80. Κ. Κυριακίδη, Κ. Καραμανλῆ 33. Λ. Λάμπρου, Ἰουστινιανοῦ 5. Μ. Μιχαηλίδη, Μαρτίου 9. bbox=[1191, 646, 1370, 692]
table-cell: 3500 bbox=[1147, 1347, 1169, 1358]
women-kicker: Γιὰ τὴ γυναίκα bbox=[1391, 60, 1561, 84]
body-text: ΧΕΙΡΟΥΡΓΟΙ: Λαμπρόπουλος, Ἐρμοῦ 19. bbox=[1380, 866, 1573, 889]
